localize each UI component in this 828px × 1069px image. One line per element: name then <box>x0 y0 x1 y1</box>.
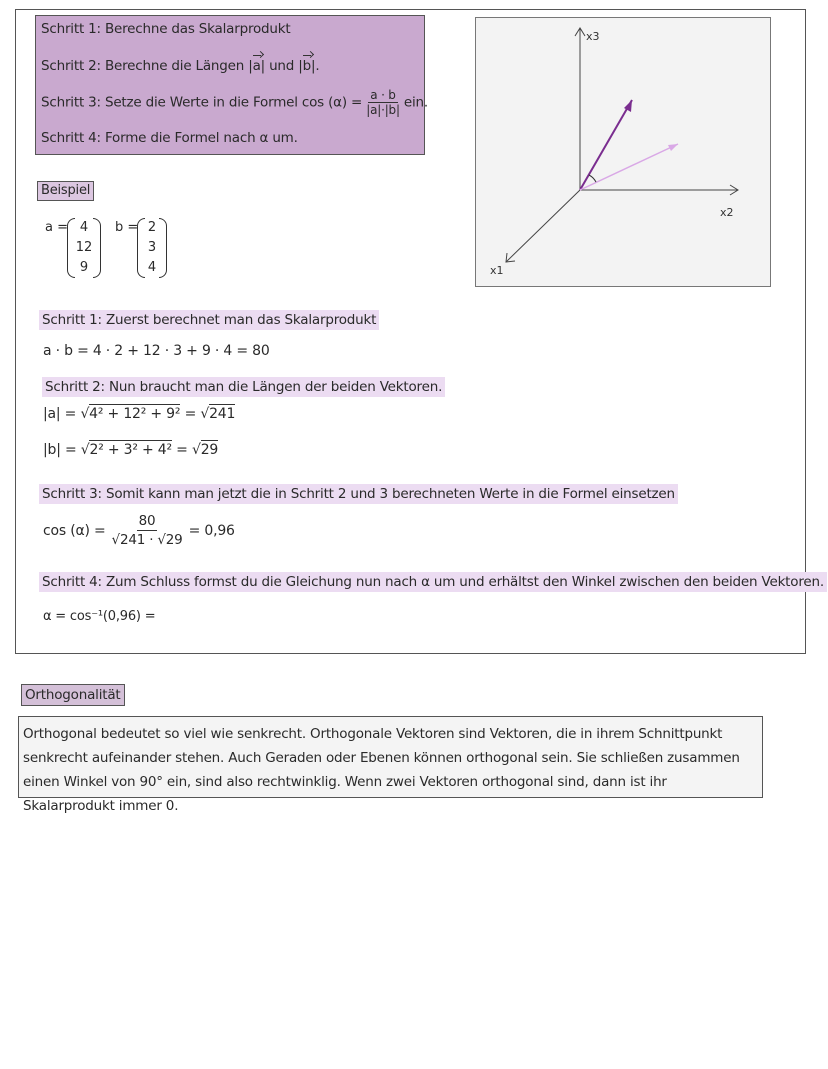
vector-b-name: b = <box>115 220 139 235</box>
vector-1-line <box>580 100 632 190</box>
length-b-equals: = √ <box>176 442 201 458</box>
step-2-text-mid: | und | <box>260 58 303 74</box>
angle-formula: α = cos⁻¹(0,96) = <box>43 609 156 624</box>
step-2-text: Schritt 2: Berechne die Längen | <box>41 58 253 74</box>
axis-x3-label: x3 <box>586 30 600 43</box>
solution-step-2-title: Schritt 2: Nun braucht man die Längen der beiden Vektoren. <box>42 377 445 397</box>
axis-x1-line <box>506 190 580 262</box>
vector-b-value: 4 <box>147 260 157 275</box>
vector-a-value: 12 <box>75 240 93 255</box>
cosine-formula <box>366 88 400 117</box>
coordinate-diagram <box>475 17 771 287</box>
formula-numerator: a · b <box>370 88 396 102</box>
step-2 <box>41 58 319 74</box>
vector-a-value: 9 <box>79 260 89 275</box>
cosine-numerator: 80 <box>138 513 156 529</box>
solution-step-1-title: Schritt 1: Zuerst berechnet man das Skalarprodukt <box>39 310 379 330</box>
step-3 <box>41 88 428 117</box>
step-3-text: Schritt 3: Setze die Werte in die Formel cos (α) = <box>41 94 363 111</box>
vector-b-value: 2 <box>147 220 157 235</box>
length-b-formula <box>43 442 218 458</box>
solution-step-4-title: Schritt 4: Zum Schluss formst du die Gleichung nun nach α um und erhältst den Winkel zwischen den beiden Vektoren. <box>39 572 827 592</box>
length-a-lhs: |a| = √ <box>43 406 90 422</box>
vector-a-name: a = <box>45 220 68 235</box>
vector-b-paren-right <box>159 218 167 278</box>
axis-x1-label: x1 <box>490 264 504 277</box>
cosine-result: = 0,96 <box>188 522 235 539</box>
orthogonal-text: Orthogonal bedeutet so viel wie senkrecht. Orthogonale Vektoren sind Vektoren, die in ihrem Schnittpunkt senkrecht aufeinander stehen. Auch Geraden oder Ebenen können orthogonal sein. Sie schließen zusammen einen Winkel von 90° ein, sind also rechtwinklig. Wenn zwei Vektoren orthogonal sind, dann ist ihr Skalarprodukt immer 0. <box>18 716 763 798</box>
length-a-result: 241 <box>209 406 236 422</box>
example-label: Beispiel <box>37 181 94 201</box>
cosine-lhs: cos (α) = <box>43 522 106 539</box>
vector-b-value: 3 <box>147 240 157 255</box>
length-a-radicand: 4² + 12² + 9² <box>89 406 181 422</box>
orthogonal-label: Orthogonalität <box>21 684 125 706</box>
vector-a-values <box>75 218 93 278</box>
step-4: Schritt 4: Forme die Formel nach α um. <box>41 130 298 146</box>
formula-denominator: |a|·|b| <box>366 103 400 117</box>
solution-step-3-title: Schritt 3: Somit kann man jetzt die in Schritt 2 und 3 berechneten Werte in die Formel einsetzen <box>39 484 678 504</box>
vector-a-paren-right <box>93 218 101 278</box>
step-1: Schritt 1: Berechne das Skalarprodukt <box>41 21 291 37</box>
vector-a: a <box>252 58 261 74</box>
vector-2-head <box>668 144 678 151</box>
vector-b-paren-left <box>137 218 145 278</box>
vector-b: b <box>302 58 311 74</box>
step-3-text-end: ein. <box>403 94 428 111</box>
vector-b-values <box>145 218 159 278</box>
coordinate-svg <box>476 18 772 288</box>
length-a-equals: = √ <box>184 406 210 422</box>
vector-2-line <box>580 144 678 190</box>
length-b-lhs: |b| = √ <box>43 442 90 458</box>
vector-a-paren-left <box>67 218 75 278</box>
step-2-text-end: |. <box>310 58 320 74</box>
cosine-denominator: √241 · √29 <box>111 532 183 548</box>
length-a-formula <box>43 406 235 422</box>
cosine-fraction <box>112 512 183 549</box>
vector-a-value: 4 <box>79 220 89 235</box>
axis-x2-label: x2 <box>720 206 734 219</box>
length-b-radicand: 2² + 3² + 4² <box>89 442 172 458</box>
steps-box <box>35 15 428 155</box>
length-b-result: 29 <box>200 442 219 458</box>
cosine-calculation <box>43 512 235 549</box>
solution-step-1-formula: a · b = 4 · 2 + 12 · 3 + 9 · 4 = 80 <box>43 343 270 359</box>
angle-arc <box>589 175 596 182</box>
